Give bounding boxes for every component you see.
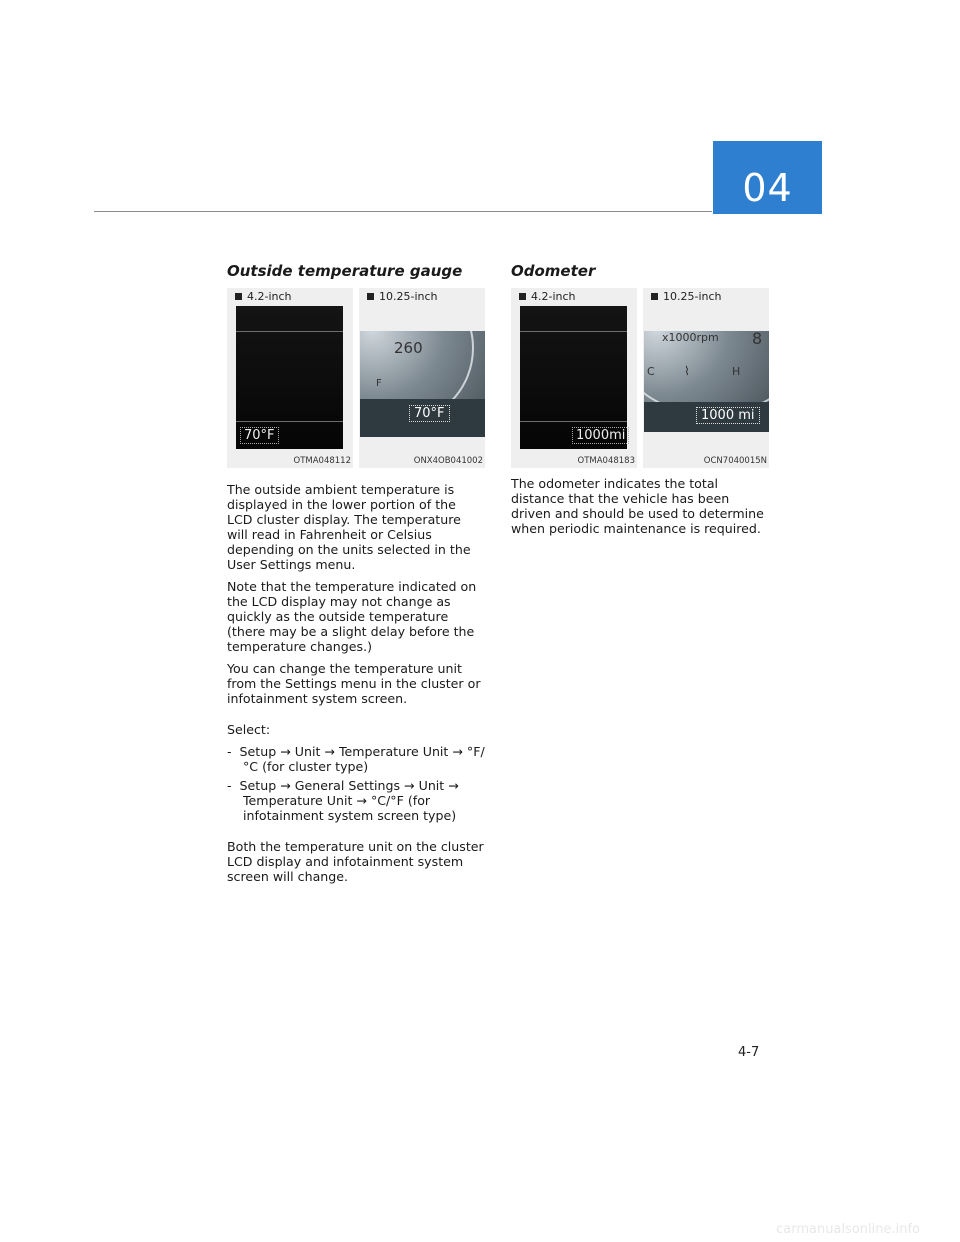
cold-letter: C: [647, 365, 655, 378]
divider: [236, 331, 343, 332]
paragraph: Both the temperature unit on the cluster LCD display and infotainment system screen will change.: [227, 839, 484, 884]
temperature-readout: 70°F: [240, 427, 279, 444]
figure-code: OTMA048183: [577, 456, 635, 466]
figure-label: 10.25-inch: [651, 290, 722, 303]
figure-label: 4.2-inch: [519, 290, 576, 303]
temperature-readout: 70°F: [409, 405, 450, 422]
header-rule: [94, 211, 712, 212]
rpm-label: x1000rpm: [662, 331, 719, 344]
figure-4-2-inch: [511, 288, 637, 468]
page-number: 4-7: [738, 1045, 760, 1060]
list-item: - Setup → Unit → Temperature Unit → °F/°C (for cluster type): [227, 744, 485, 774]
figure-10-25-inch: [359, 288, 485, 468]
divider: [520, 331, 627, 332]
odometer-readout: 1000mi: [572, 427, 629, 444]
chapter-tab: 04: [713, 141, 822, 214]
cluster-screen: [236, 306, 343, 449]
hot-letter: H: [732, 365, 741, 378]
paragraph: You can change the temperature unit from the Settings menu in the cluster or infotainment system screen.: [227, 661, 481, 706]
rpm-digit: 8: [752, 331, 763, 348]
gauge-screen: [644, 331, 769, 432]
gauge-screen: [360, 331, 485, 437]
select-label: Select:: [227, 722, 271, 737]
figure-10-25-inch: [643, 288, 769, 468]
body-text: [227, 482, 485, 884]
footer-watermark: carmanualsonline.info: [776, 1222, 920, 1237]
list-item: - Setup → General Settings → Unit → Temperature Unit → °C/°F (for infotainment system screen type): [227, 778, 459, 823]
divider: [520, 421, 627, 422]
square-bullet-icon: [519, 293, 526, 300]
figure-row: [227, 288, 485, 468]
figure-code: ONX4OB041002: [413, 456, 483, 466]
fuel-letter: F: [376, 378, 382, 389]
temperature-section: [227, 262, 485, 891]
paragraph: The outside ambient temperature is displayed in the lower portion of the LCD cluster display. The temperature will read in Fahrenheit or Celsius depending on the units selected in the User Settings menu.: [227, 482, 471, 572]
odometer-section: [511, 262, 769, 543]
cluster-screen: [520, 306, 627, 449]
square-bullet-icon: [367, 293, 374, 300]
figure-code: OTMA048112: [293, 456, 351, 466]
divider: [236, 421, 343, 422]
figure-row: [511, 288, 769, 468]
dial-number: 260: [394, 339, 423, 357]
coolant-icon: ⌇: [684, 364, 690, 378]
body-text: [511, 476, 769, 536]
figure-4-2-inch: [227, 288, 353, 468]
square-bullet-icon: [235, 293, 242, 300]
figure-label: 10.25-inch: [367, 290, 438, 303]
section-title: Outside temperature gauge: [227, 262, 463, 280]
paragraph: The odometer indicates the total distance that the vehicle has been driven and should be used to determine when periodic maintenance is required.: [511, 476, 764, 536]
odometer-readout: 1000 mi: [696, 407, 760, 424]
section-title: Odometer: [511, 262, 596, 280]
figure-code: OCN7040015N: [703, 456, 767, 466]
paragraph: Note that the temperature indicated on the LCD display may not change as quickly as the outside temperature (there may be a slight delay before the temperature changes.): [227, 579, 477, 654]
figure-label: 4.2-inch: [235, 290, 292, 303]
square-bullet-icon: [651, 293, 658, 300]
